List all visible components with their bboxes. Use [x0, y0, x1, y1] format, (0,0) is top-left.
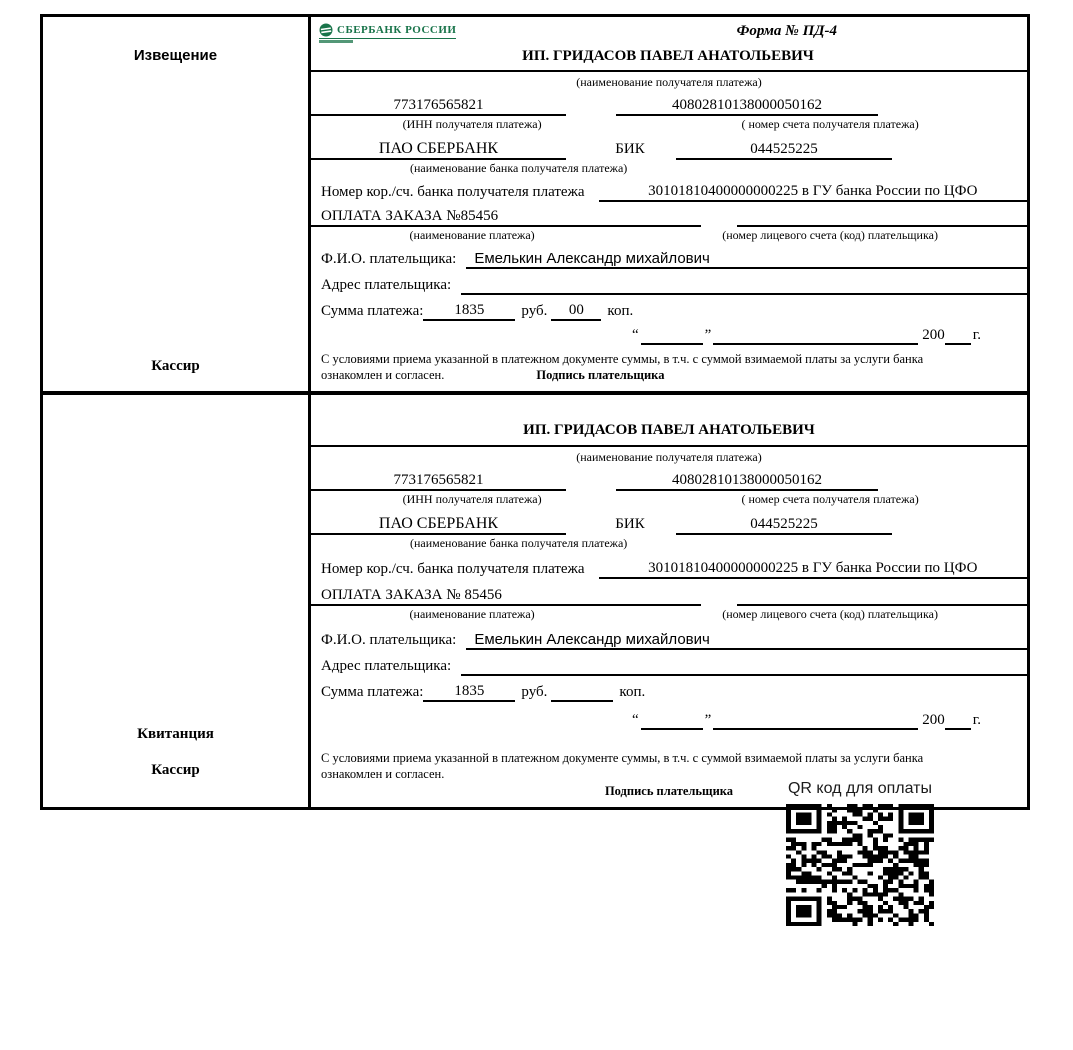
payer-address-row [311, 269, 1027, 295]
date-year-blank [945, 343, 971, 345]
label-payment-name: (наименование платежа) [409, 228, 535, 242]
corr-value: 30101810400000000225 в ГУ банка России по ЦФО [599, 183, 1027, 202]
receipt-header [311, 399, 1027, 447]
inn-account-labels [311, 491, 1027, 507]
sberbank-logo-tagline [319, 40, 353, 43]
payer-name-value: Емелькин Александр михайлович [466, 250, 1027, 269]
date-day-blank [641, 728, 703, 730]
agreement-line1: С условиями приема указанной в платежном документе суммы, в т.ч. с суммой взимаемой платы за услуги банка [321, 751, 924, 765]
label-payer-address: Адрес плательщика: [321, 277, 452, 293]
purpose-row [311, 581, 1027, 606]
purpose-row [311, 202, 1027, 227]
corr-value: 30101810400000000225 в ГУ банка России по ЦФО [599, 560, 1027, 579]
qr-label: QR код для оплаты [787, 780, 932, 797]
quote-close: ” [704, 712, 712, 728]
label-payer-fio: Ф.И.О. плательщика: [321, 251, 457, 267]
sum-row [311, 295, 1027, 321]
year-prefix: 200 [922, 712, 945, 728]
recipient-title: ИП. ГРИДАСОВ ПАВЕЛ АНАТОЛЬЕВИЧ [522, 48, 814, 64]
label-bank-name: (наименование банка получателя платежа) [409, 536, 628, 550]
label-corr: Номер кор./сч. банка получателя платежа [321, 561, 585, 577]
date-year-blank [945, 728, 971, 730]
bik-value: 044525225 [676, 141, 892, 160]
label-rub: руб. [521, 303, 548, 319]
receipt-title: Квитанция [137, 726, 214, 742]
inn-account-row [311, 465, 1027, 491]
bank-bik-row [311, 507, 1027, 535]
label-payer-fio: Ф.И.О. плательщика: [321, 632, 457, 648]
payer-fio-row [311, 243, 1027, 269]
label-bik: БИК [615, 141, 645, 157]
date-day-blank [641, 343, 703, 345]
year-suffix: г. [972, 327, 981, 343]
qr-code [786, 804, 934, 926]
label-kop: коп. [607, 303, 634, 319]
receipt-body [311, 395, 1027, 807]
agreement-text [311, 750, 1027, 782]
cashier-label: Кассир [151, 762, 200, 778]
signature-label: Подпись плательщика [536, 368, 665, 382]
notice-header [311, 21, 1027, 72]
sberbank-logo-icon [319, 23, 333, 37]
payer-fio-row [311, 624, 1027, 650]
purpose-labels [311, 227, 1027, 243]
receipt-left-cell [43, 395, 311, 807]
signature-label: Подпись плательщика [604, 784, 734, 798]
year-prefix: 200 [922, 327, 945, 343]
inn-account-row [311, 90, 1027, 116]
sberbank-logo [319, 23, 456, 43]
sum-row [311, 676, 1027, 702]
notice-body [311, 17, 1027, 391]
recipient-title: ИП. ГРИДАСОВ ПАВЕЛ АНАТОЛЬЕВИЧ [523, 422, 815, 438]
notice-title: Извещение [133, 47, 218, 64]
quote-open: “ [631, 712, 639, 728]
label-corr: Номер кор./сч. банка получателя платежа [321, 184, 585, 200]
agreement-line1: С условиями приема указанной в платежном документе суммы, в т.ч. с суммой взимаемой платы за услуги банка [321, 352, 924, 366]
label-bank-name: (наименование банка получателя платежа) [409, 161, 628, 175]
label-rub: руб. [521, 684, 548, 700]
qr-block [778, 780, 942, 926]
cashier-label: Кассир [151, 358, 200, 374]
sberbank-logo-text: СБЕРБАНК РОССИИ [337, 24, 457, 36]
date-row [311, 706, 1027, 730]
payer-address-row [311, 650, 1027, 676]
label-personal-account: (номер лицевого счета (код) плательщика) [722, 228, 938, 242]
inn-value: 773176565821 [311, 97, 566, 116]
inn-account-labels [311, 116, 1027, 132]
label-kop: коп. [619, 684, 646, 700]
label-personal-account: (номер лицевого счета (код) плательщика) [722, 607, 938, 621]
payer-address-blank [461, 293, 1027, 295]
label-payer-address: Адрес плательщика: [321, 658, 452, 674]
label-recipient-name: (наименование получателя платежа) [576, 450, 762, 464]
corr-row [311, 176, 1027, 202]
quote-open: “ [631, 327, 639, 343]
quote-close: ” [704, 327, 712, 343]
year-suffix: г. [972, 712, 981, 728]
purpose-value: ОПЛАТА ЗАКАЗА № 85456 [311, 587, 701, 606]
payment-form-pd4 [40, 14, 1030, 810]
label-account: ( номер счета получателя платежа) [741, 117, 919, 131]
section-notice [43, 17, 1027, 395]
label-sum: Сумма платежа: [321, 684, 424, 700]
bank-name-value: ПАО СБЕРБАНК [311, 140, 566, 160]
account-value: 40802810138000050162 [616, 472, 878, 491]
section-receipt [43, 395, 1027, 807]
label-sum: Сумма платежа: [321, 303, 424, 319]
purpose-value: ОПЛАТА ЗАКАЗА №85456 [311, 208, 701, 227]
label-payment-name: (наименование платежа) [409, 607, 535, 621]
bik-value: 044525225 [676, 516, 892, 535]
sum-kop-blank [551, 700, 613, 702]
agreement-line2: ознакомлен и согласен. [321, 767, 445, 781]
label-bik: БИК [615, 516, 645, 532]
inn-value: 773176565821 [311, 472, 566, 491]
payer-name-value: Емелькин Александр михайлович [466, 631, 1027, 650]
bank-bik-row [311, 132, 1027, 160]
label-recipient-name: (наименование получателя платежа) [576, 75, 762, 89]
label-inn: (ИНН получателя платежа) [402, 492, 542, 506]
purpose-labels [311, 606, 1027, 622]
form-number: Форма № ПД-4 [736, 23, 837, 39]
account-value: 40802810138000050162 [616, 97, 878, 116]
notice-left-cell [43, 17, 311, 391]
label-inn: (ИНН получателя платежа) [402, 117, 542, 131]
payer-address-blank [461, 674, 1027, 676]
bank-name-value: ПАО СБЕРБАНК [311, 515, 566, 535]
sum-rub-value: 1835 [423, 302, 515, 321]
date-month-blank [713, 343, 918, 345]
agreement-line2: ознакомлен и согласен. [321, 368, 445, 382]
date-row [311, 321, 1027, 345]
corr-row [311, 553, 1027, 579]
sum-kop-value: 00 [551, 302, 601, 321]
sum-rub-value: 1835 [423, 683, 515, 702]
agreement-text [311, 351, 1027, 383]
label-account: ( номер счета получателя платежа) [741, 492, 919, 506]
date-month-blank [713, 728, 918, 730]
